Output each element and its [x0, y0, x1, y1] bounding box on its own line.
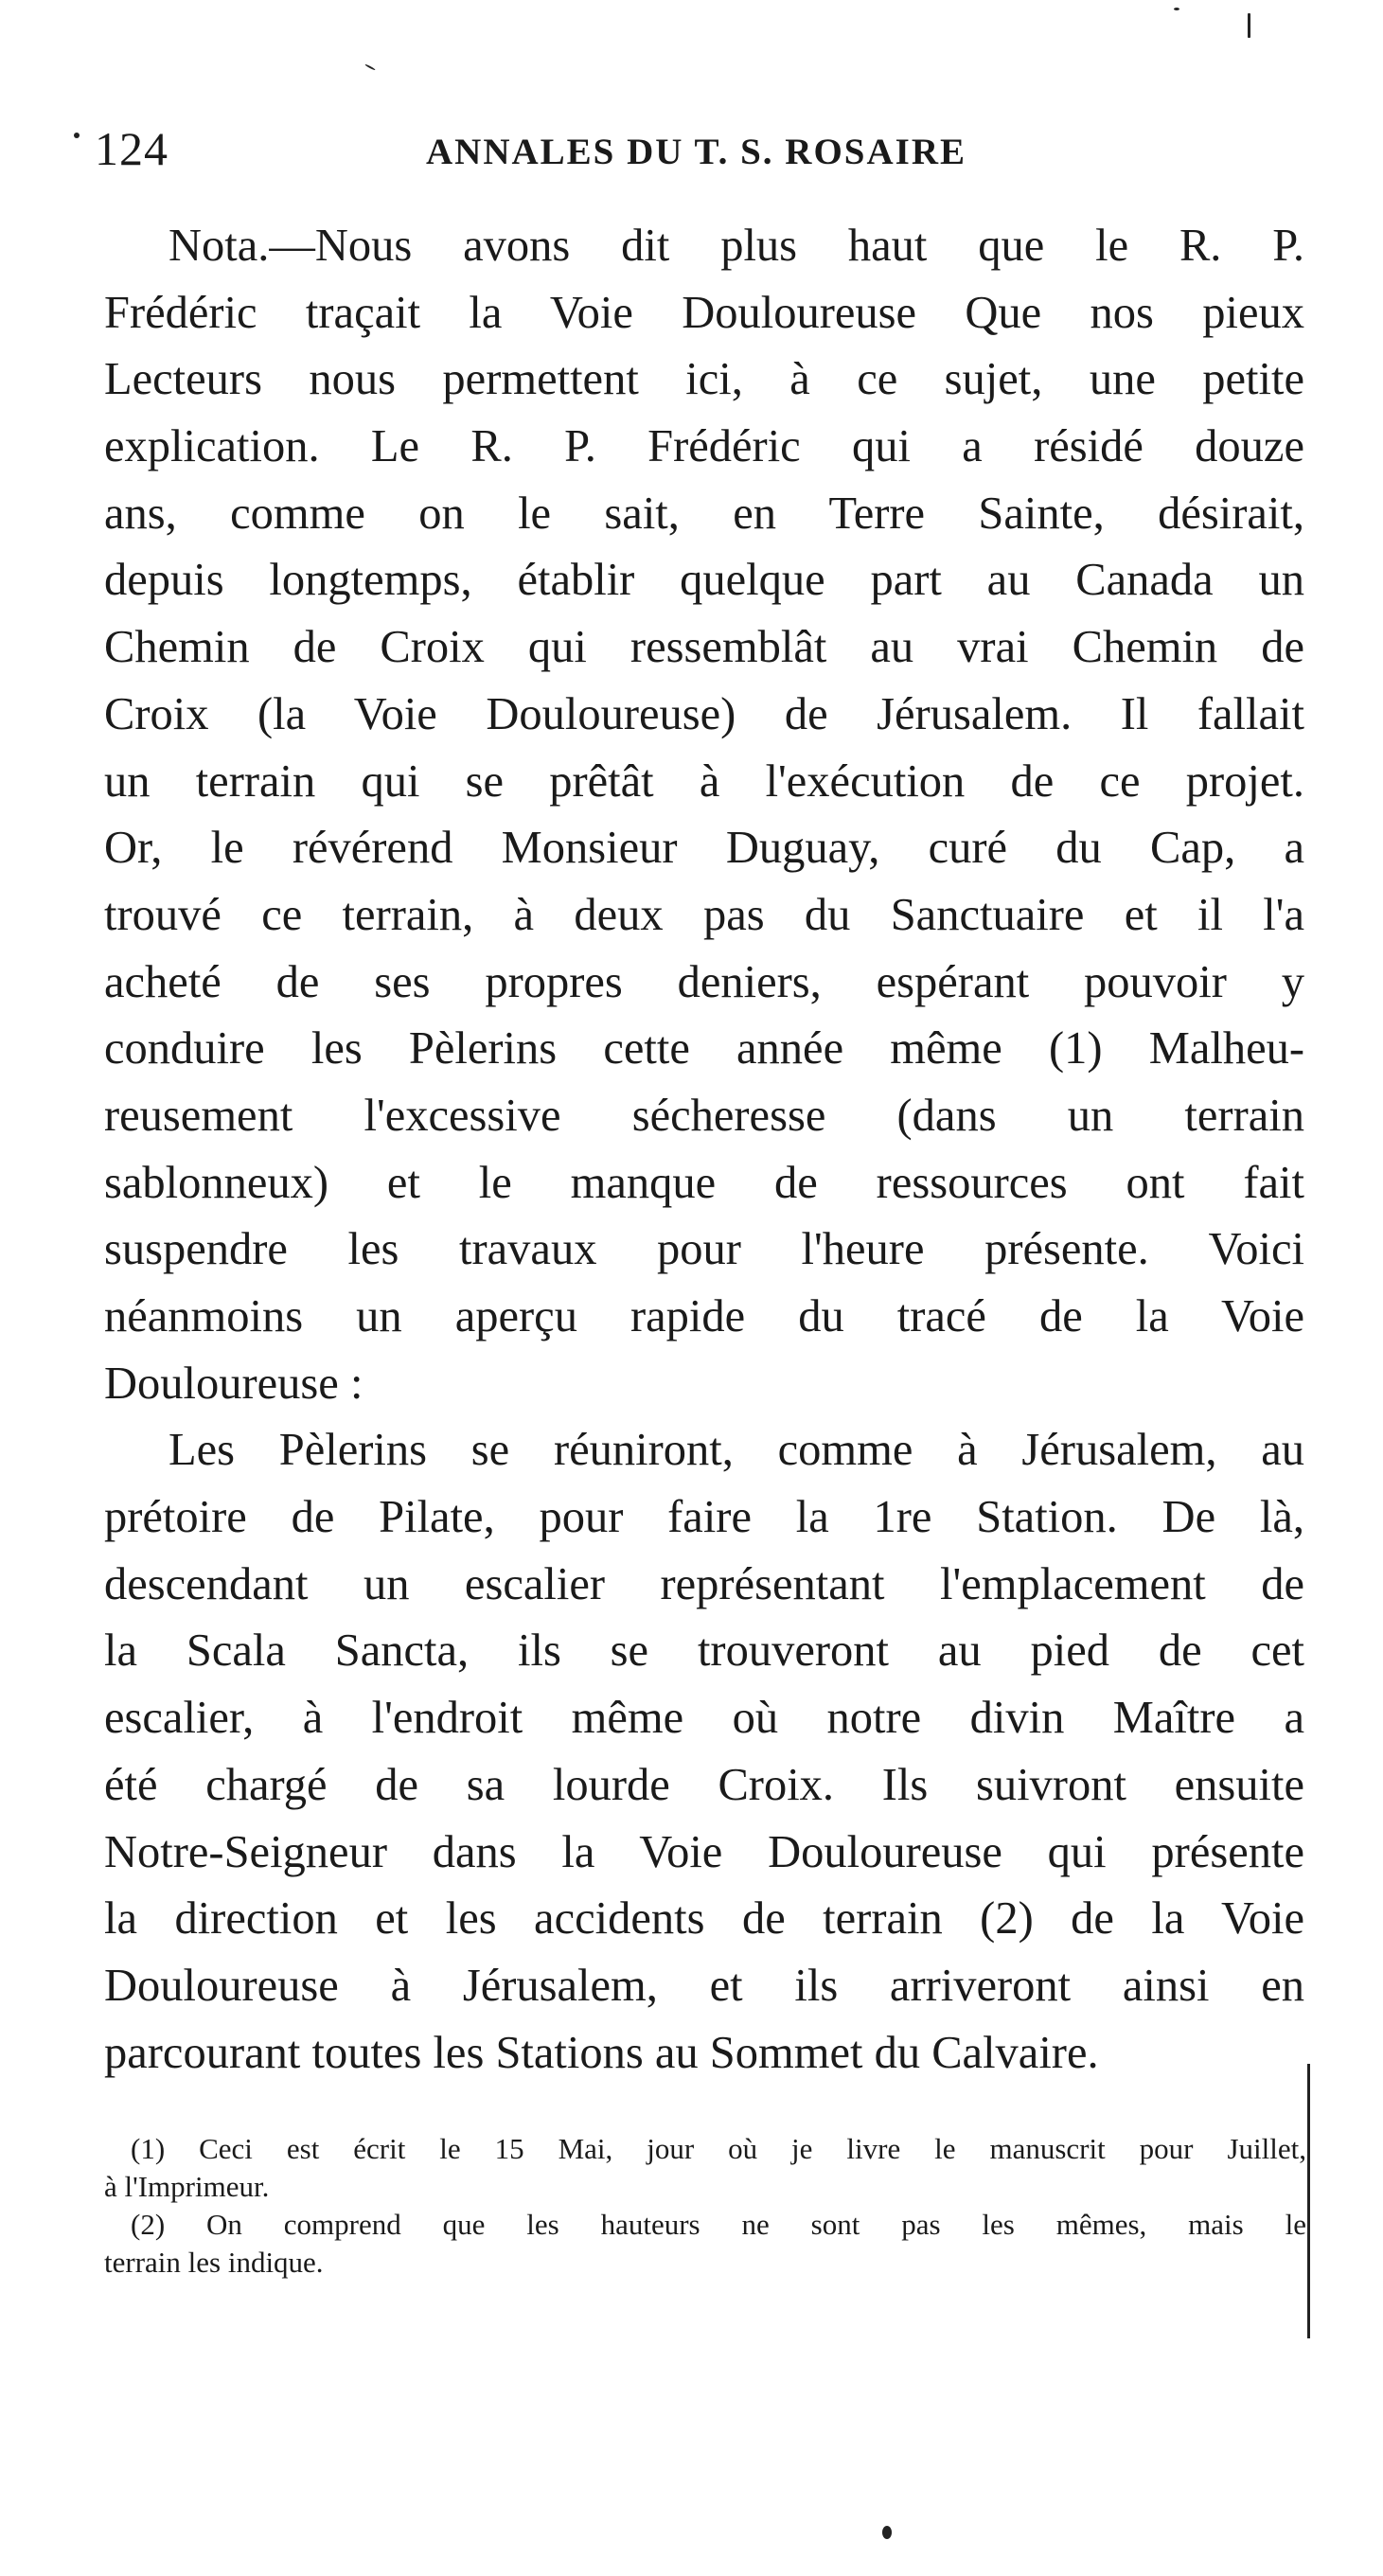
footnote-line: (1) Ceci est écrit le 15 Mai, jour où je livre le manuscrit pour Juillet,: [131, 2132, 1306, 2165]
footnote-line: à l'Imprimeur.: [104, 2170, 270, 2203]
text-line: ans, comme on le sait, en Terre Sainte, désirait,: [104, 488, 1304, 539]
text-line: la direction et les accidents de terrain (2) de la Voie: [104, 1893, 1304, 1945]
text-line: acheté de ses propres deniers, espérant pouvoir y: [104, 956, 1304, 1007]
footnote-line: (2) On comprend que les hauteurs ne sont pas les mêmes, mais le: [131, 2208, 1306, 2241]
text-line: néanmoins un aperçu rapide du tracé de la Voie: [104, 1291, 1304, 1341]
text-line: suspendre les travaux pour l'heure présente. Voici: [104, 1224, 1304, 1275]
text-line: Les Pèlerins se réuniront, comme à Jérusalem, au: [168, 1425, 1304, 1476]
ink-speck: [74, 133, 80, 138]
text-line: Lecteurs nous permettent ici, à ce sujet, une petite: [104, 354, 1304, 405]
text-line: un terrain qui se prêtât à l'exécution de ce projet.: [104, 755, 1304, 807]
text-line: Chemin de Croix qui ressemblât au vrai Chemin de: [104, 622, 1304, 673]
text-line: Notre-Seigneur dans la Voie Douloureuse qui présente: [104, 1826, 1304, 1877]
text-line: été chargé de sa lourde Croix. Ils suivront ensuite: [104, 1759, 1304, 1810]
running-head: ANNALES DU T. S. ROSAIRE: [426, 132, 967, 172]
text-line: la Scala Sancta, ils se trouveront au pied de cet: [104, 1626, 1304, 1677]
margin-rule: [1307, 2064, 1310, 2338]
text-line: reusement l'excessive sécheresse (dans un terrain: [104, 1090, 1304, 1141]
ink-speck: [1248, 13, 1250, 38]
text-line: trouvé ce terrain, à deux pas du Sanctuaire et il l'a: [104, 889, 1304, 940]
text-line: Nota.—Nous avons dit plus haut que le R. P.: [168, 221, 1304, 271]
ink-speck: [364, 63, 376, 70]
page-header: [95, 121, 1306, 178]
text-line: Douloureuse à Jérusalem, et ils arriveront ainsi en: [104, 1960, 1304, 2011]
text-line: sablonneux) et le manque de ressources ont fait: [104, 1157, 1304, 1208]
text-line: depuis longtemps, établir quelque part au Canada un: [104, 555, 1304, 606]
text-line: parcourant toutes les Stations au Sommet du Calvaire.: [104, 2027, 1099, 2078]
ink-speck: [882, 2526, 892, 2539]
text-line: Douloureuse :: [104, 1358, 363, 1409]
text-line: prétoire de Pilate, pour faire la 1re Station. De là,: [104, 1492, 1304, 1543]
text-line: explication. Le R. P. Frédéric qui a résidé douze: [104, 421, 1304, 472]
page-number: 124: [95, 122, 168, 175]
footnotes: [104, 2130, 1306, 2282]
ink-speck: [1174, 8, 1179, 10]
text-line: Frédéric traçait la Voie Douloureuse Que nos pieux: [104, 287, 1304, 338]
text-line: escalier, à l'endroit même où notre divin Maître a: [104, 1693, 1304, 1744]
text-line: descendant un escalier représentant l'emplacement de: [104, 1558, 1304, 1609]
footnote-line: terrain les indique.: [104, 2246, 324, 2279]
text-line: Croix (la Voie Douloureuse) de Jérusalem. Il fallait: [104, 688, 1304, 739]
text-line: conduire les Pèlerins cette année même (1) Malheu-: [104, 1023, 1304, 1075]
text-line: Or, le révérend Monsieur Duguay, curé du Cap, a: [104, 823, 1304, 874]
body-text: [104, 213, 1304, 2087]
